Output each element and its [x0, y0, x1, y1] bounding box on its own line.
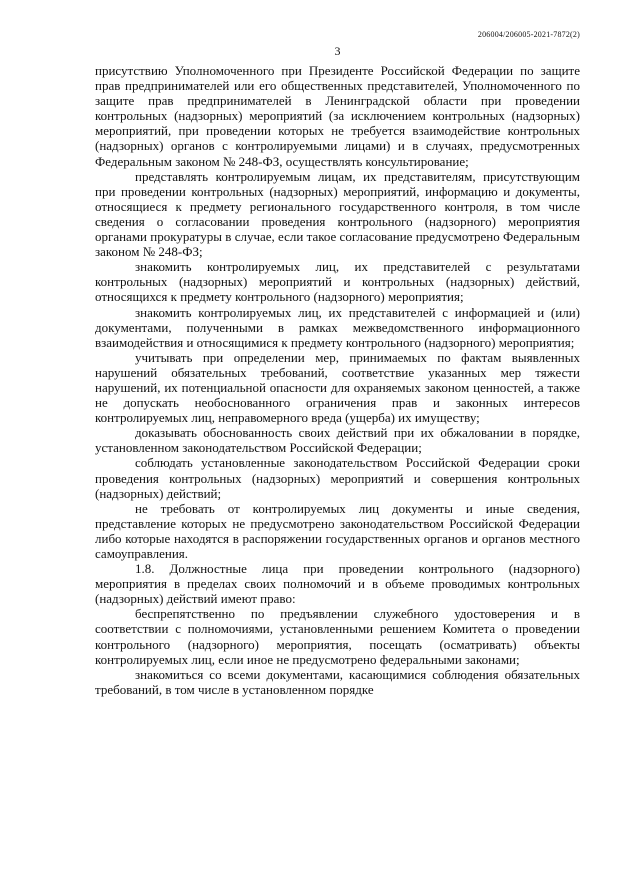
paragraph: присутствию Уполномоченного при Президенте Российской Федерации по защите прав предпринимателей или его общественных представителей, Уполномоченного по защите прав предпринимателей в Ленинградской области при проведении контрольных (надзорных) мероприятий (за исключением контрольных (надзорных) мероприятий, при проведении которых не требуется взаимодействие контрольных (надзорных) органов с контролируемыми лицами) и в случаях, предусмотренных Федеральным законом № 248-ФЗ, осуществлять консультирование; [95, 63, 580, 169]
paragraph: представлять контролируемым лицам, их представителям, присутствующим при проведении контрольных (надзорных) мероприятий, информацию и документы, относящиеся к предмету регионального государственного контроля, в том числе сведения о согласовании проведения контрольного (надзорного) мероприятия органами прокуратуры в случае, если такое согласование предусмотрено Федеральным законом № 248-ФЗ; [95, 168, 580, 260]
paragraph: не требовать от контролируемых лиц документы и иные сведения, представление которых не предусмотрено законодательством Российской Федерации либо которые находятся в распоряжении государственных органов и органов местного самоуправления. [95, 500, 580, 561]
document-code: 206004/206005-2021-7872(2) [477, 30, 580, 39]
document-body [95, 63, 580, 697]
paragraph: знакомить контролируемых лиц, их представителей с информацией и (или) документами, полученными в рамках межведомственного информационного взаимодействия и относящимися к предмету контрольного (надзорного) мероприятия; [95, 304, 580, 350]
paragraph: знакомиться со всеми документами, касающимися соблюдения обязательных требований, в том числе в установленном порядке [95, 666, 580, 697]
paragraph: соблюдать установленные законодательством Российской Федерации сроки проведения контрольных (надзорных) мероприятий и совершения контрольных (надзорных) действий; [95, 455, 580, 501]
paragraph: беспрепятственно по предъявлении служебного удостоверения и в соответствии с полномочиями, установленными решением Комитета о проведении контрольного (надзорного) мероприятия, посещать (осматривать) объекты контролируемых лиц, если иное не предусмотрено федеральными законами; [95, 606, 580, 667]
paragraph: 1.8. Должностные лица при проведении контрольного (надзорного) мероприятия в пределах своих полномочий и в объеме проводимых контрольных (надзорных) действий имеют право: [95, 561, 580, 607]
paragraph: доказывать обоснованность своих действий при их обжаловании в порядке, установленном законодательством Российской Федерации; [95, 425, 580, 456]
paragraph: учитывать при определении мер, принимаемых по фактам выявленных нарушений обязательных требований, соответствие указанных мер тяжести нарушений, их потенциальной опасности для охраняемых законом ценностей, а также не допускать необоснованного ограничения прав и законных интересов контролируемых лиц, неправомерного вреда (ущерба) их имуществу; [95, 349, 580, 426]
page-number: 3 [334, 44, 341, 58]
paragraph: знакомить контролируемых лиц, их представителей с результатами контрольных (надзорных) мероприятий и контрольных (надзорных) действий, относящихся к предмету контрольного (надзорного) мероприятия; [95, 259, 580, 305]
